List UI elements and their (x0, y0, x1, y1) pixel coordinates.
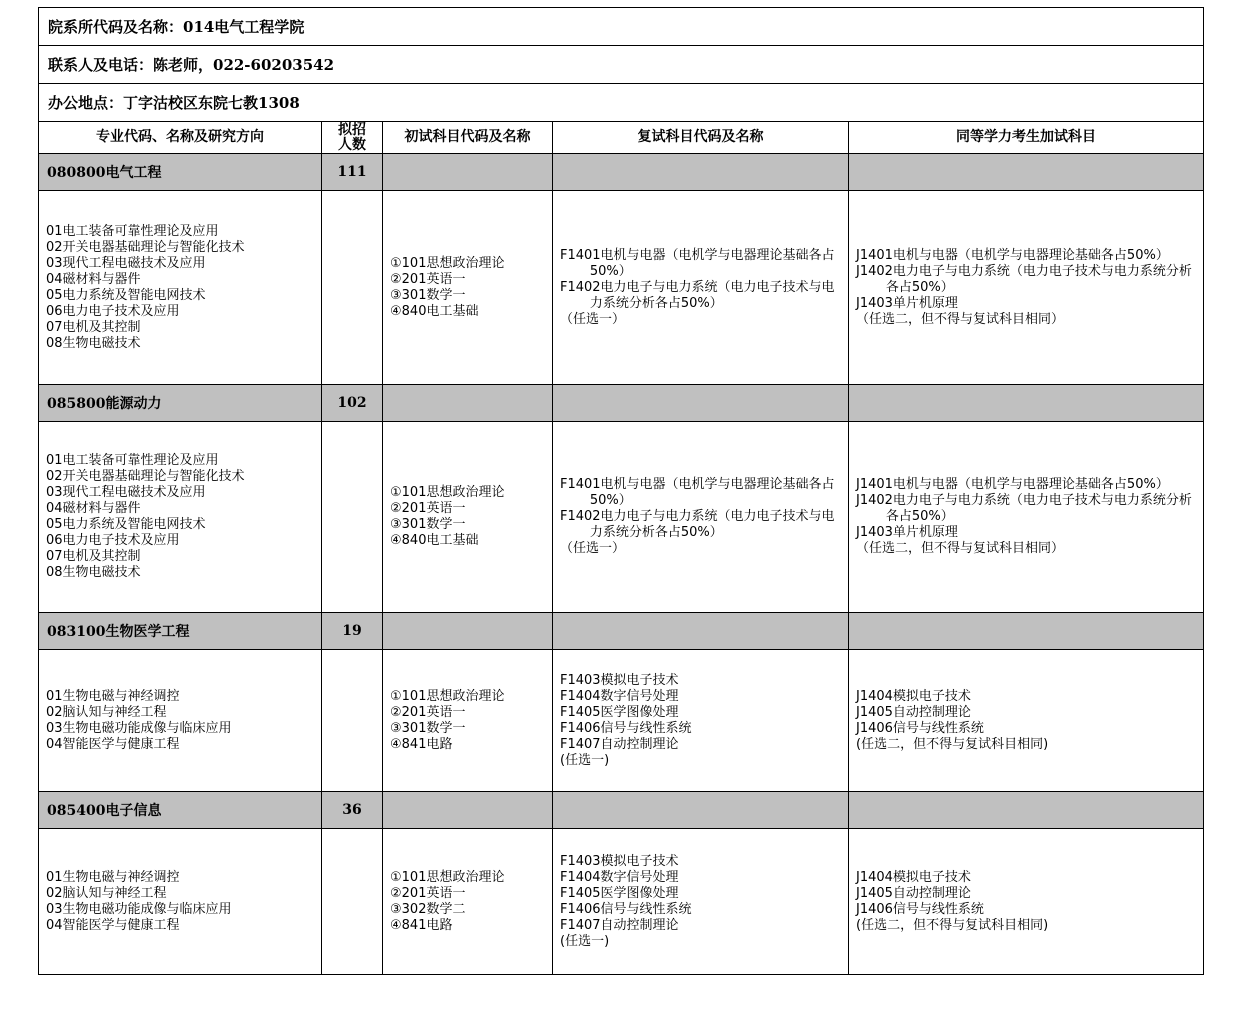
retest-subject-item: F1401电机与电器（电机学与电器理论基础各占50%） (560, 477, 835, 508)
extra-subject-item: J1402电力电子与电力系统（电力电子技术与电力系统分析各占50%） (856, 263, 1192, 295)
retest-subject-item: F1403模拟电子技术 (560, 853, 679, 869)
research-direction-item: 06电力电子技术及应用 (46, 303, 180, 319)
initial-exam-subjects (383, 191, 553, 385)
research-direction-item: 03现代工程电磁技术及应用 (46, 255, 206, 271)
major-detail-row (39, 191, 1204, 385)
research-direction-item: 04磁材料与器件 (46, 271, 141, 287)
column-header-extra: 同等学力考生加试科目 (849, 122, 1204, 154)
major-name: 083100生物医学工程 (39, 613, 322, 650)
exam-subject-item: ③301数学一 (390, 720, 466, 736)
detail-quota-empty (322, 191, 383, 385)
retest-subject-item: (任选一) (560, 752, 610, 768)
group-empty-cell (553, 154, 849, 191)
research-directions (39, 422, 322, 613)
detail-quota-empty (322, 829, 383, 975)
extra-subject-item: （任选二，但不得与复试科目相同） (856, 541, 1065, 556)
major-name: 080800电气工程 (39, 154, 322, 191)
research-direction-item: 08生物电磁技术 (46, 565, 141, 580)
exam-subject-item: ②201英语一 (390, 271, 466, 287)
group-empty-cell (849, 154, 1204, 191)
column-header-retest: 复试科目代码及名称 (553, 122, 849, 154)
group-empty-cell (849, 385, 1204, 422)
major-group-row (39, 385, 1204, 422)
exam-subject-item: ②201英语一 (390, 704, 466, 720)
extra-exam-subjects (849, 191, 1204, 385)
research-direction-item: 01电工装备可靠性理论及应用 (46, 223, 219, 239)
retest-subject-item: F1402电力电子与电力系统（电力电子技术与电力系统分析各占50%） (560, 509, 835, 540)
extra-subject-item: (任选二，但不得与复试科目相同) (856, 917, 1049, 933)
major-detail-row (39, 422, 1204, 613)
major-name: 085800能源动力 (39, 385, 322, 422)
admissions-sheet (38, 7, 1203, 975)
exam-subject-item: ④841电路 (390, 736, 453, 752)
research-direction-item: 01生物电磁与神经调控 (46, 688, 180, 704)
initial-exam-subjects (383, 422, 553, 613)
retest-subject-item: F1403模拟电子技术 (560, 672, 679, 688)
contact-info: 联系人及电话：陈老师，022-60203542 (39, 46, 1204, 84)
extra-subject-item: （任选二，但不得与复试科目相同） (856, 311, 1065, 327)
extra-subject-item: J1401电机与电器（电机学与电器理论基础各占50%） (856, 247, 1169, 263)
office-location: 办公地点：丁字沽校区东院七教1308 (39, 84, 1204, 122)
column-header-exam: 初试科目代码及名称 (383, 122, 553, 154)
exam-subject-item: ④841电路 (390, 917, 453, 933)
extra-subject-item: J1403单片机原理 (856, 295, 958, 311)
admissions-table (38, 7, 1204, 975)
group-empty-cell (383, 385, 553, 422)
retest-subject-item: F1404数字信号处理 (560, 688, 679, 704)
exam-subject-item: ③301数学一 (390, 287, 466, 303)
retest-subjects (553, 422, 849, 613)
exam-subject-item: ③301数学一 (390, 517, 466, 532)
retest-subjects (553, 191, 849, 385)
group-empty-cell (383, 613, 553, 650)
exam-subject-item: ①101思想政治理论 (390, 869, 505, 885)
research-direction-item: 06电力电子技术及应用 (46, 533, 180, 548)
department-title: 院系所代码及名称：014电气工程学院 (39, 8, 1204, 46)
group-empty-cell (553, 792, 849, 829)
retest-subject-item: （任选一） (560, 541, 626, 556)
major-detail-row (39, 650, 1204, 792)
group-empty-cell (849, 613, 1204, 650)
column-header-row (39, 122, 1204, 154)
extra-subject-item: J1404模拟电子技术 (856, 869, 971, 885)
column-header-quota-line: 人数 (338, 136, 366, 153)
group-empty-cell (849, 792, 1204, 829)
research-directions (39, 191, 322, 385)
retest-subject-item: F1405医学图像处理 (560, 885, 679, 901)
research-direction-item: 04磁材料与器件 (46, 501, 141, 516)
major-name: 085400电子信息 (39, 792, 322, 829)
group-empty-cell (383, 154, 553, 191)
major-quota: 36 (322, 792, 383, 829)
research-direction-item: 08生物电磁技术 (46, 335, 141, 351)
exam-subject-item: ③302数学二 (390, 901, 466, 917)
research-direction-item: 03现代工程电磁技术及应用 (46, 485, 206, 500)
column-header-major: 专业代码、名称及研究方向 (39, 122, 322, 154)
extra-subject-item: J1404模拟电子技术 (856, 688, 971, 704)
retest-subjects (553, 829, 849, 975)
extra-subject-item: J1403单片机原理 (856, 525, 958, 540)
research-direction-item: 05电力系统及智能电网技术 (46, 517, 206, 532)
exam-subject-item: ①101思想政治理论 (390, 688, 505, 704)
major-quota: 19 (322, 613, 383, 650)
exam-subject-item: ①101思想政治理论 (390, 485, 505, 500)
group-empty-cell (553, 385, 849, 422)
exam-subject-item: ④840电工基础 (390, 303, 479, 319)
retest-subject-item: F1406信号与线性系统 (560, 720, 692, 736)
retest-subject-item: （任选一） (560, 311, 626, 327)
extra-subject-item: J1405自动控制理论 (856, 885, 971, 901)
column-header-quota-line: 拟招 (338, 121, 366, 138)
research-direction-item: 03生物电磁功能成像与临床应用 (46, 901, 232, 917)
research-direction-item: 04智能医学与健康工程 (46, 736, 180, 752)
detail-quota-empty (322, 422, 383, 613)
major-detail-row (39, 829, 1204, 975)
detail-quota-empty (322, 650, 383, 792)
retest-subject-item: (任选一) (560, 933, 610, 949)
extra-exam-subjects (849, 829, 1204, 975)
retest-subject-item: F1405医学图像处理 (560, 704, 679, 720)
column-header-quota (322, 122, 383, 154)
research-direction-item: 03生物电磁功能成像与临床应用 (46, 720, 232, 736)
retest-subject-item: F1402电力电子与电力系统（电力电子技术与电力系统分析各占50%） (560, 279, 835, 311)
retest-subject-item: F1404数字信号处理 (560, 869, 679, 885)
research-directions (39, 829, 322, 975)
major-quota: 102 (322, 385, 383, 422)
exam-subject-item: ②201英语一 (390, 885, 466, 901)
research-direction-item: 05电力系统及智能电网技术 (46, 287, 206, 303)
extra-subject-item: J1402电力电子与电力系统（电力电子技术与电力系统分析各占50%） (856, 493, 1192, 524)
extra-exam-subjects (849, 422, 1204, 613)
exam-subject-item: ④840电工基础 (390, 533, 479, 548)
column-header-quota-label (322, 123, 382, 153)
extra-subject-item: J1405自动控制理论 (856, 704, 971, 720)
major-group-row (39, 613, 1204, 650)
initial-exam-subjects (383, 650, 553, 792)
research-direction-item: 02开关电器基础理论与智能化技术 (46, 469, 245, 484)
extra-subject-item: (任选二，但不得与复试科目相同) (856, 736, 1049, 752)
exam-subject-item: ①101思想政治理论 (390, 255, 505, 271)
extra-subject-item: J1406信号与线性系统 (856, 720, 984, 736)
extra-exam-subjects (849, 650, 1204, 792)
research-direction-item: 02脑认知与神经工程 (46, 885, 167, 901)
retest-subject-item: F1406信号与线性系统 (560, 901, 692, 917)
group-empty-cell (553, 613, 849, 650)
retest-subjects (553, 650, 849, 792)
extra-subject-item: J1406信号与线性系统 (856, 901, 984, 917)
exam-subject-item: ②201英语一 (390, 501, 466, 516)
research-direction-item: 01电工装备可靠性理论及应用 (46, 453, 219, 468)
major-group-row (39, 154, 1204, 191)
research-direction-item: 01生物电磁与神经调控 (46, 869, 180, 885)
major-group-row (39, 792, 1204, 829)
extra-subject-item: J1401电机与电器（电机学与电器理论基础各占50%） (856, 477, 1169, 492)
retest-subject-item: F1407自动控制理论 (560, 917, 679, 933)
retest-subject-item: F1407自动控制理论 (560, 736, 679, 752)
research-direction-item: 07电机及其控制 (46, 319, 141, 335)
major-quota: 111 (322, 154, 383, 191)
research-directions (39, 650, 322, 792)
research-direction-item: 07电机及其控制 (46, 549, 141, 564)
research-direction-item: 02脑认知与神经工程 (46, 704, 167, 720)
initial-exam-subjects (383, 829, 553, 975)
research-direction-item: 02开关电器基础理论与智能化技术 (46, 239, 245, 255)
group-empty-cell (383, 792, 553, 829)
research-direction-item: 04智能医学与健康工程 (46, 917, 180, 933)
retest-subject-item: F1401电机与电器（电机学与电器理论基础各占50%） (560, 247, 835, 279)
